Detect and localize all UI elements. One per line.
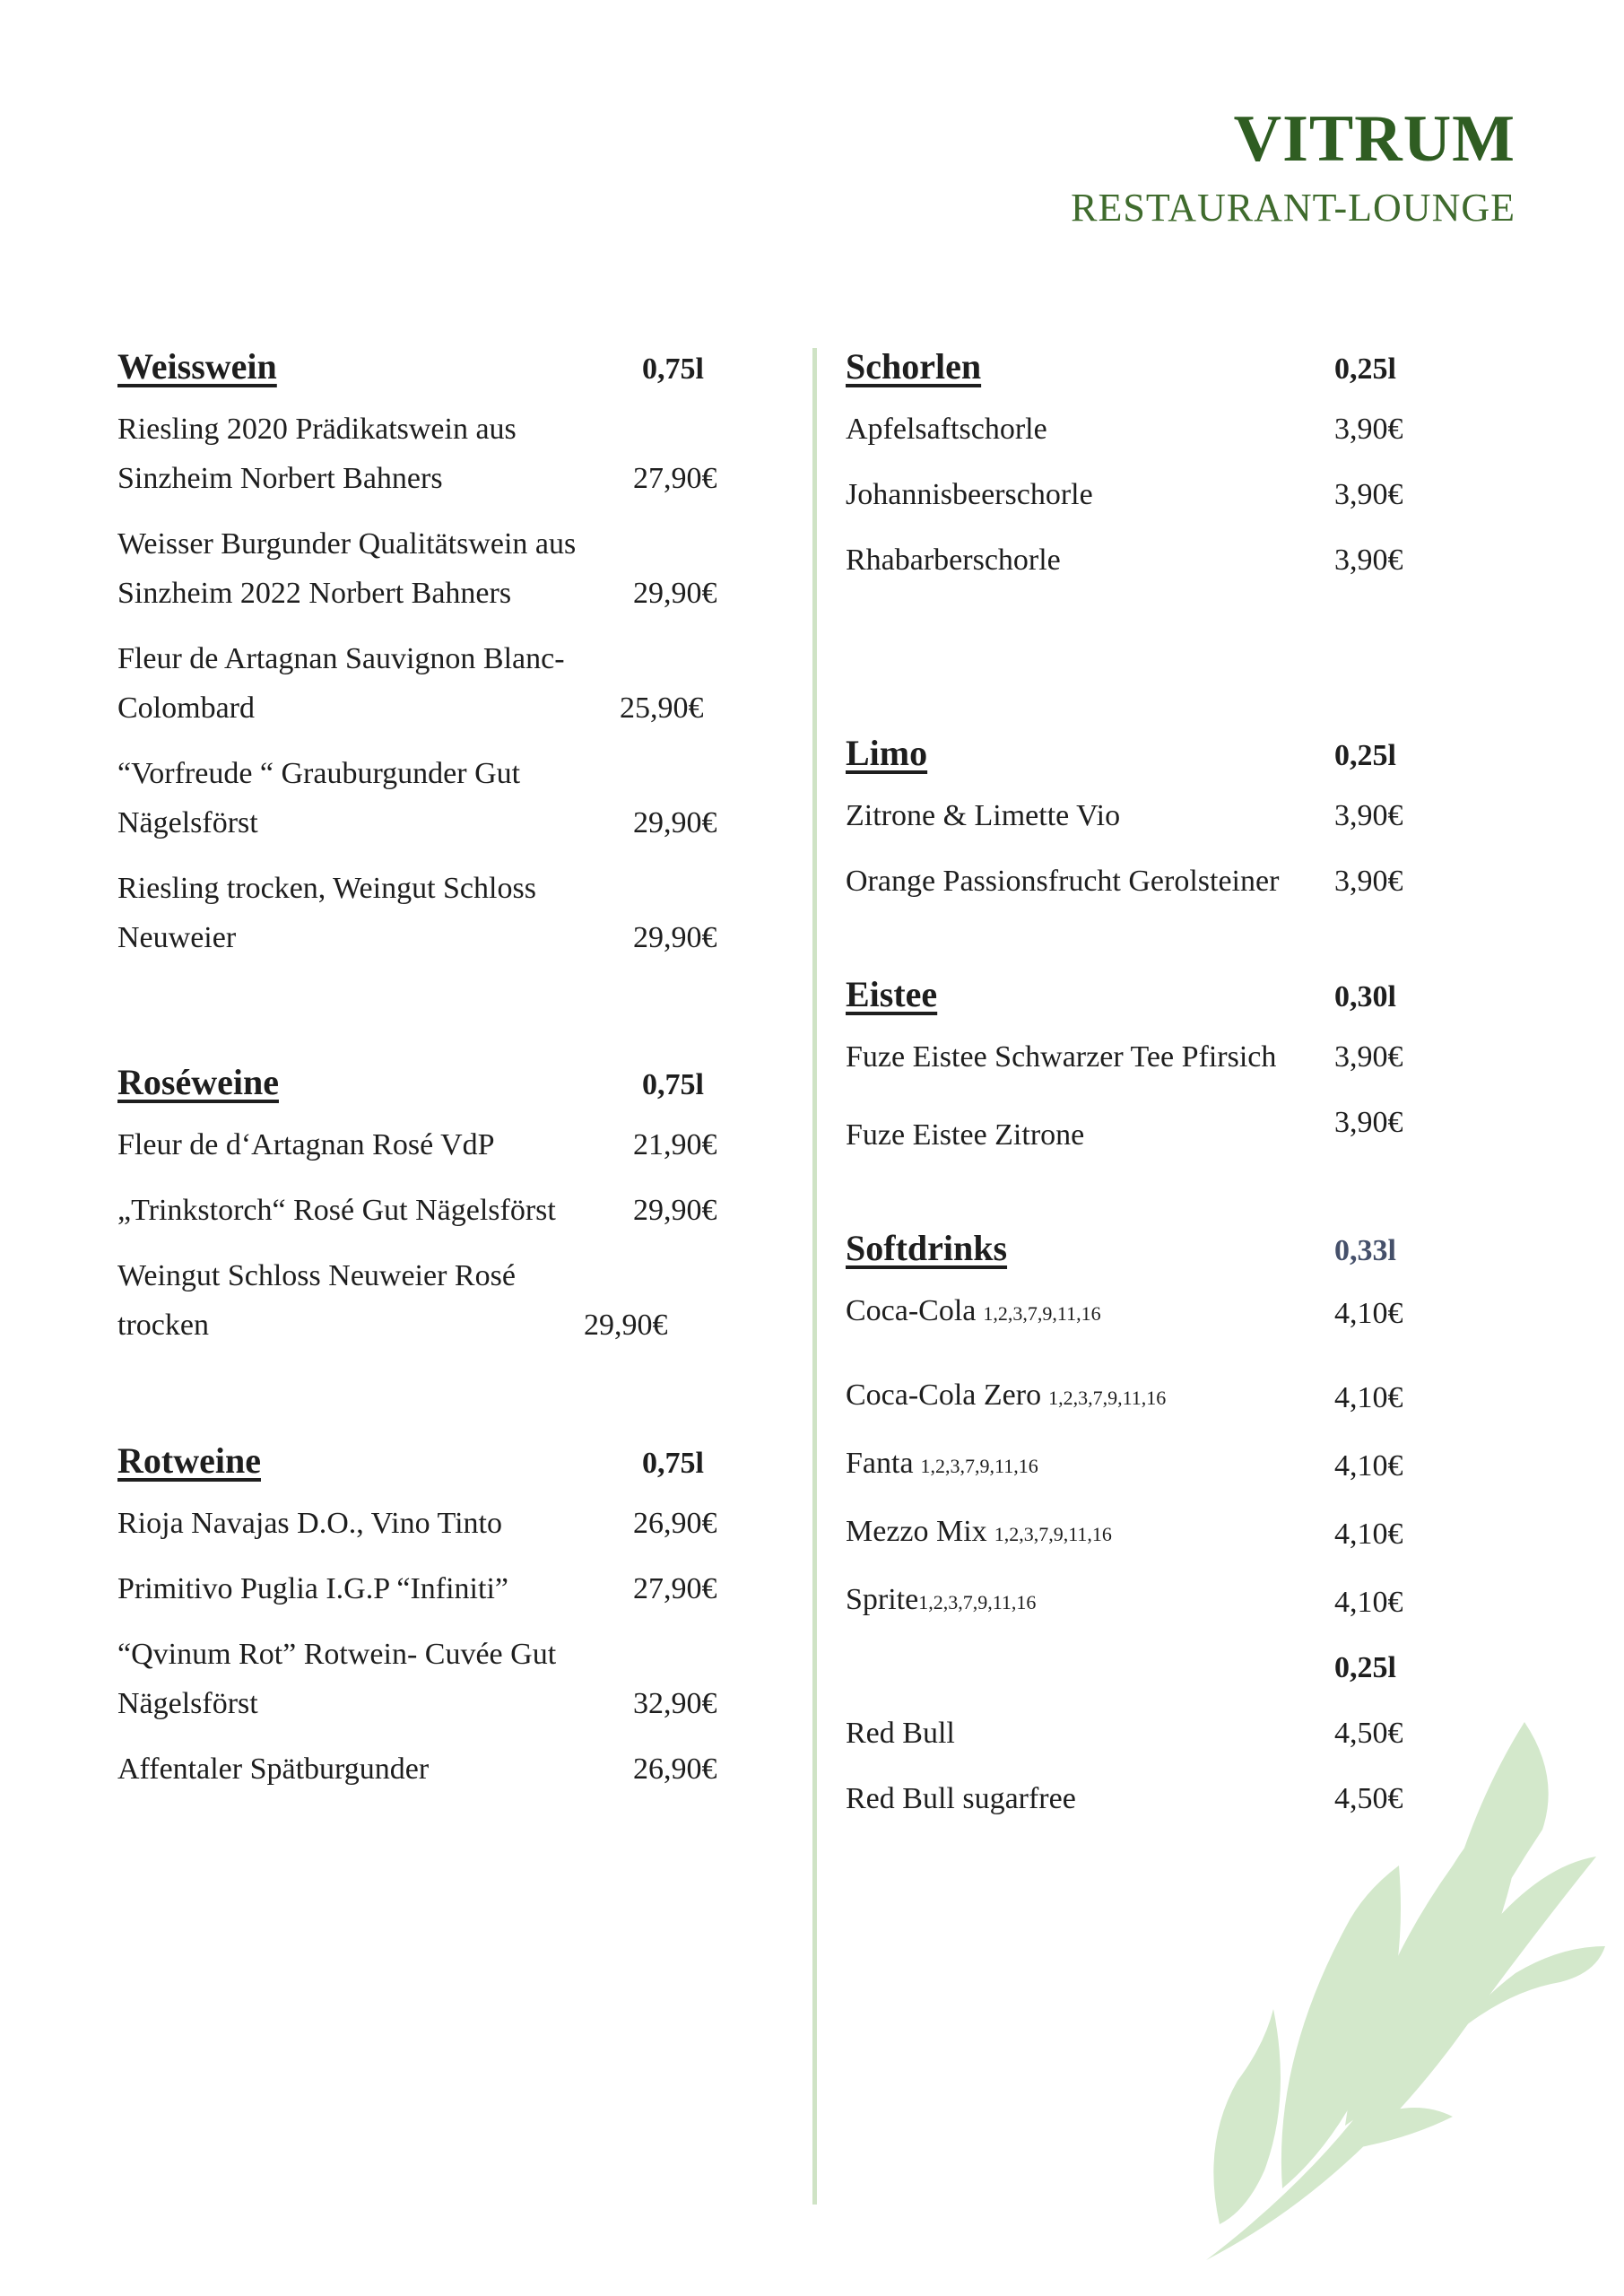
left-column bbox=[117, 345, 727, 1794]
menu-item bbox=[846, 1575, 1420, 1627]
item-price: 3,90€ bbox=[1334, 865, 1403, 898]
section-title: Roséweine bbox=[117, 1062, 279, 1102]
item-price: 4,10€ bbox=[1334, 1381, 1403, 1414]
menu-item bbox=[117, 1186, 727, 1235]
section-limo bbox=[846, 732, 1420, 906]
menu-item bbox=[846, 1439, 1420, 1491]
item-name bbox=[846, 1370, 1334, 1422]
item-name-text: Coca-Cola bbox=[846, 1294, 977, 1327]
section-size: 0,30l bbox=[1334, 980, 1396, 1013]
section-title: Schorlen bbox=[846, 346, 982, 387]
menu-item bbox=[846, 1286, 1420, 1338]
allergen-codes: 1,2,3,7,9,11,16 bbox=[1048, 1387, 1167, 1409]
item-name: Affentaler Spätburgunder bbox=[117, 1752, 430, 1786]
section-title: Weisswein bbox=[117, 346, 277, 387]
section-title: Limo bbox=[846, 733, 928, 773]
item-price: 3,90€ bbox=[1334, 478, 1403, 511]
item-name: “Vorfreude “ Grauburgunder Gut Nägelsförst bbox=[117, 757, 521, 839]
menu-item bbox=[117, 1120, 727, 1170]
item-price: 29,90€ bbox=[584, 1309, 668, 1342]
item-name: Weisser Burgunder Qualitätswein aus Sinzheim 2022 Norbert Bahners bbox=[117, 527, 577, 610]
section-title: Eistee bbox=[846, 974, 938, 1014]
item-price: 27,90€ bbox=[633, 1572, 717, 1605]
item-name: Fleur de d‘Artagnan Rosé VdP bbox=[117, 1128, 495, 1161]
item-price: 4,10€ bbox=[1334, 1297, 1403, 1330]
item-price: 21,90€ bbox=[633, 1128, 717, 1161]
menu-item bbox=[846, 1507, 1420, 1559]
item-name-text: Mezzo Mix bbox=[846, 1515, 987, 1548]
menu-item bbox=[117, 519, 727, 618]
item-price: 4,10€ bbox=[1334, 1518, 1403, 1551]
item-name bbox=[846, 1286, 1334, 1338]
menu-item bbox=[846, 857, 1420, 906]
item-name: “Qvinum Rot” Rotwein- Cuvée Gut Nägelsförst bbox=[117, 1638, 557, 1720]
item-name: Riesling trocken, Weingut Schloss Neuweier bbox=[117, 872, 536, 954]
item-name: Fuze Eistee Schwarzer Tee Pfirsich bbox=[846, 1040, 1277, 1074]
item-name bbox=[846, 1439, 1334, 1491]
menu-item bbox=[846, 535, 1420, 585]
right-column bbox=[846, 345, 1420, 1823]
brand-subtitle: RESTAURANT-LOUNGE bbox=[1071, 186, 1515, 230]
section-eistee bbox=[846, 973, 1420, 1160]
item-name: Zitrone & Limette Vio bbox=[846, 799, 1121, 832]
menu-item bbox=[117, 1744, 727, 1794]
item-name: „Trinkstorch“ Rosé Gut Nägelsförst bbox=[117, 1194, 556, 1227]
column-divider bbox=[812, 348, 817, 2205]
item-name: Orange Passionsfrucht Gerolsteiner bbox=[846, 865, 1280, 898]
item-price: 3,90€ bbox=[1334, 544, 1403, 577]
item-price: 4,50€ bbox=[1334, 1717, 1403, 1750]
item-name: Weingut Schloss Neuweier Rosé trocken bbox=[117, 1259, 516, 1342]
item-price: 4,10€ bbox=[1334, 1586, 1403, 1619]
item-name: Fleur de Artagnan Sauvignon Blanc-Colombard bbox=[117, 642, 565, 725]
item-name: Red Bull bbox=[846, 1717, 955, 1750]
item-price: 25,90€ bbox=[620, 691, 704, 725]
item-price: 29,90€ bbox=[633, 1194, 717, 1227]
menu-item bbox=[117, 1564, 727, 1613]
item-name bbox=[846, 1507, 1334, 1559]
section-title: Rotweine bbox=[117, 1440, 261, 1481]
item-price: 29,90€ bbox=[633, 577, 717, 610]
section-rotweine bbox=[117, 1439, 727, 1794]
item-price: 3,90€ bbox=[1334, 799, 1403, 832]
menu-item bbox=[117, 634, 727, 733]
sub-size-row bbox=[846, 1643, 1420, 1692]
item-price: 4,50€ bbox=[1334, 1782, 1403, 1815]
item-price: 3,90€ bbox=[1334, 1106, 1403, 1139]
section-size: 0,25l bbox=[1334, 352, 1396, 386]
section-weisswein bbox=[117, 345, 727, 962]
menu-item bbox=[846, 1032, 1420, 1082]
item-name: Fuze Eistee Zitrone bbox=[846, 1118, 1085, 1152]
item-name: Johannisbeerschorle bbox=[846, 478, 1093, 511]
menu-item bbox=[846, 470, 1420, 519]
menu-item bbox=[117, 864, 727, 962]
section-size: 0,25l bbox=[1334, 739, 1396, 772]
item-name bbox=[846, 1575, 1334, 1627]
item-name: Primitivo Puglia I.G.P “Infiniti” bbox=[117, 1572, 508, 1605]
item-price: 3,90€ bbox=[1334, 413, 1403, 446]
leaf-icon bbox=[1213, 2009, 1281, 2224]
menu-item bbox=[846, 404, 1420, 454]
item-name-text: Fanta bbox=[846, 1447, 914, 1480]
item-name: Rioja Navajas D.O., Vino Tinto bbox=[117, 1507, 502, 1540]
item-name-text: Sprite bbox=[846, 1583, 919, 1616]
section-size: 0,75l bbox=[642, 1447, 704, 1480]
allergen-codes: 1,2,3,7,9,11,16 bbox=[994, 1523, 1112, 1545]
section-roseweine bbox=[117, 1061, 727, 1350]
section-size: 0,75l bbox=[642, 352, 704, 386]
section-title: Softdrinks bbox=[846, 1228, 1008, 1268]
item-price: 26,90€ bbox=[633, 1752, 717, 1786]
item-price: 29,90€ bbox=[633, 806, 717, 839]
section-size: 0,75l bbox=[642, 1068, 704, 1101]
item-price: 32,90€ bbox=[633, 1687, 717, 1720]
item-price: 4,10€ bbox=[1334, 1449, 1403, 1483]
menu-item bbox=[846, 791, 1420, 840]
item-name: Rhabarberschorle bbox=[846, 544, 1061, 577]
section-size: 0,25l bbox=[1334, 1651, 1396, 1684]
menu-item bbox=[846, 1370, 1420, 1422]
item-name-text: Coca-Cola Zero bbox=[846, 1378, 1042, 1412]
item-price: 3,90€ bbox=[1334, 1040, 1403, 1074]
menu-item bbox=[117, 749, 727, 848]
menu-item bbox=[117, 1630, 727, 1728]
item-name: Apfelsaftschorle bbox=[846, 413, 1047, 446]
menu-item bbox=[117, 404, 727, 503]
brand-title: VITRUM bbox=[1233, 102, 1515, 176]
item-name: Riesling 2020 Prädikatswein aus Sinzheim Norbert Bahners bbox=[117, 413, 517, 495]
allergen-codes: 1,2,3,7,9,11,16 bbox=[918, 1591, 1037, 1613]
item-price: 29,90€ bbox=[633, 921, 717, 954]
item-price: 27,90€ bbox=[633, 462, 717, 495]
section-schorlen bbox=[846, 345, 1420, 585]
leaf-branch-icon bbox=[1184, 1722, 1605, 2278]
menu-item bbox=[846, 1098, 1420, 1160]
item-name: Red Bull sugarfree bbox=[846, 1782, 1076, 1815]
menu-item bbox=[117, 1251, 727, 1350]
section-size: 0,33l bbox=[1334, 1234, 1396, 1267]
allergen-codes: 1,2,3,7,9,11,16 bbox=[920, 1455, 1038, 1477]
brand-header bbox=[1071, 102, 1515, 230]
menu-item bbox=[117, 1499, 727, 1548]
item-price: 26,90€ bbox=[633, 1507, 717, 1540]
allergen-codes: 1,2,3,7,9,11,16 bbox=[983, 1302, 1101, 1325]
